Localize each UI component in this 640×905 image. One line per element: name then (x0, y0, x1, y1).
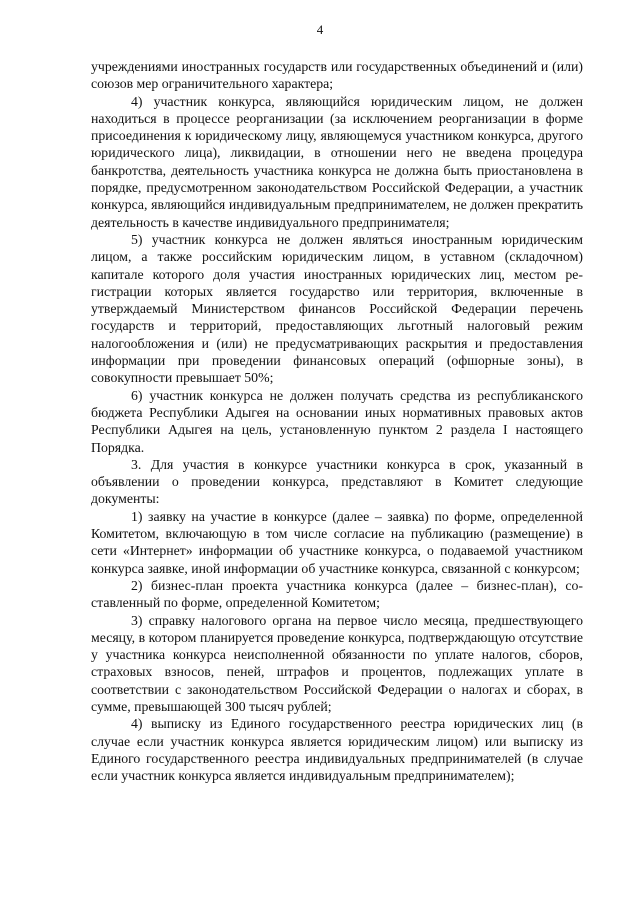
paragraph-doc-3: 3) справку налогового органа на первое число месяца, предшествующего месяцу, в котором планируется проведение конкурса, подтверждающую отсутствие у участника конкурса неисполненной обязанности по уплате налогов, сборов, страховых взносов, пеней, штрафов и процентов, подлежащих уплате в соответствии с законодательством Российской Федерации о налогах и сборах, в сумме, превышающей 300 тысяч рублей; (91, 612, 583, 714)
paragraph-doc-4: 4) выписку из Единого государственного реестра юридических лиц (в случае если участник конкурса является юридическим лицом) или выписку из Единого государственного реестра индивидуальных предпринимателей (в случае если участник конкурса является индивидуальным предпринимателем); (91, 716, 583, 784)
paragraph-doc-2: 2) бизнес-план проекта участника конкурса (далее – бизнес-план), составленный по форме, определенной Комитетом; (91, 577, 583, 611)
paragraph-item-5: 5) участник конкурса не должен являться иностранным юридическим лицом, а также российским юридическим лицом, в уставном (складочном) капитале которого доля участия иностранных юридических лиц, местом регистрации которых является государство или территория, включенные в утверждаемый Министерством финансов Российской Федерации перечень государств и территорий, предоставляющих льготный налоговый режим налогообложения и (или) не предусматривающих раскрытия и предоставления информации при проведении финансовых операций (офшорные зоны), в совокупности превышает 50%; (91, 231, 583, 386)
paragraph-doc-1: 1) заявку на участие в конкурсе (далее – заявка) по форме, определенной Комитетом, включающую в том числе согласие на публикацию (размещение) в сети «Интернет» информации об участнике конкурса, о подаваемой участником конкурса заявке, иной информации об участнике конкурса, связанной с конкурсом; (91, 508, 583, 576)
paragraph-continuation: учреждениями иностранных государств или государственных объединений и (или) союзов мер ограничительного характера; (91, 59, 583, 92)
paragraph-item-6: 6) участник конкурса не должен получать средства из республиканского бюджета Республики Адыгея на основании иных нормативных правовых актов Республики Адыгея на цель, установленную пунктом 2 раздела I настоящего Порядка. (91, 387, 583, 455)
document-body (91, 58, 583, 784)
page-number: 4 (316, 22, 324, 37)
paragraph-item-4: 4) участник конкурса, являющийся юридическим лицом, не должен находиться в процессе реорганизации (за исключением реорганизации в форме присоединения к юридическому лицу, являющемуся участником конкурса, другого юридического лица), ликвидации, в отношении него не введена процедура банкротства, деятельность участника конкурса не должна быть приостановлена в порядке, предусмотренном законодательством Российской Федерации, а участник конкурса, являющийся индивидуальным предпринимателем, не должен прекратить деятельность в качестве индивидуального предпринимателя; (91, 93, 583, 230)
paragraph-section-3: 3. Для участия в конкурсе участники конкурса в срок, указанный в объявлении о проведении конкурса, представляют в Комитет следующие документы: (91, 456, 583, 507)
